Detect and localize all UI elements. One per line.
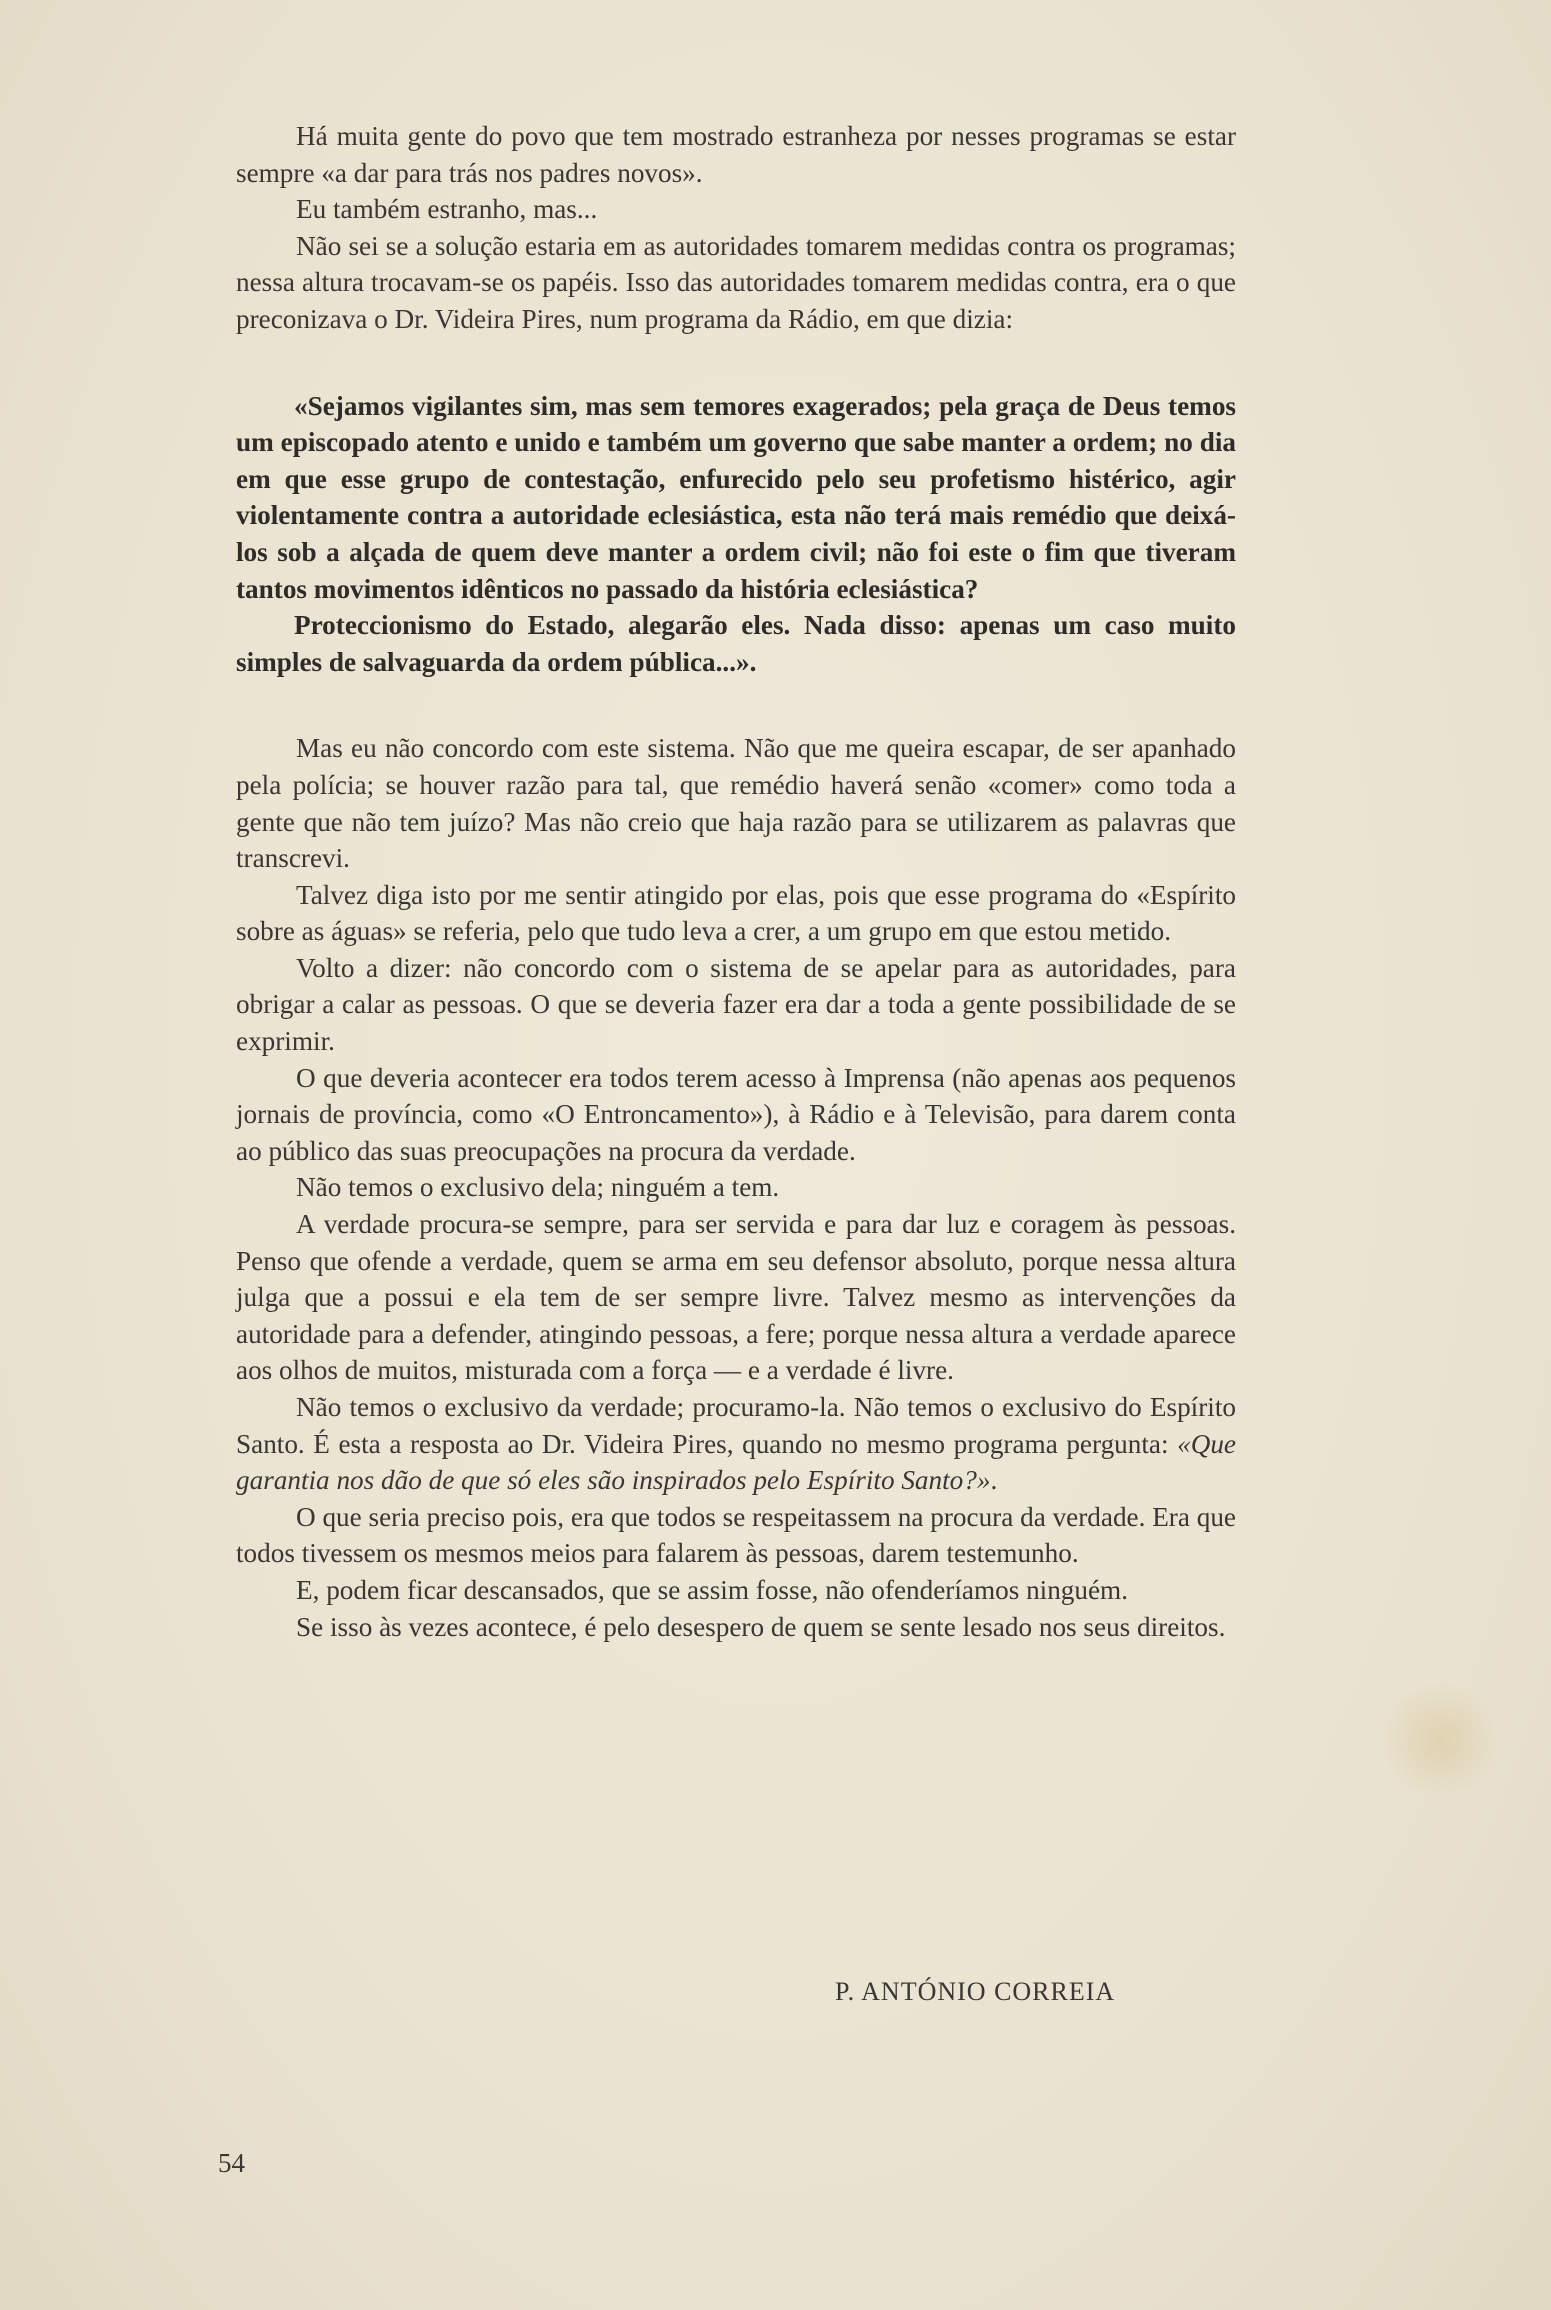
author-signature: P. ANTÓNIO CORREIA — [835, 1977, 1116, 2006]
paragraph: O que deveria acontecer era todos terem acesso à Imprensa (não apenas aos pequenos jornais de província, como «O Entroncamento»), à Rádio e à Televisão, para darem conta ao público das suas preocupações na procura da verdade. — [236, 1062, 1236, 1166]
paragraph: Volto a dizer: não concordo com o sistema de se apelar para as autoridades, para obrigar a calar as pessoas. O que se deveria fazer era dar a toda a gente possibilidade de se exprimir. — [236, 952, 1236, 1057]
response-italic-quote: «Que garantia nos dão de que só eles são inspirados pelo Espírito Santo?» — [236, 1428, 1236, 1496]
response-end: . — [990, 1465, 998, 1496]
article-text — [236, 118, 1236, 1645]
quote-paragraph: «Sejamos vigilantes sim, mas sem temores exagerados; pela graça de Deus temos um episcopado atento e unido e também um governo que sabe manter a ordem; no dia em que esse grupo de contestação, enfurecido pelo seu profetismo histérico, agir violentamente contra a autoridade eclesiástica, esta não terá mais remédio que deixá-los sob a alçada de quem deve manter a ordem civil; não foi este o fim que tiveram tantos movimentos idênticos no passado da história eclesiástica? — [236, 390, 1236, 604]
paragraph: Mas eu não concordo com este sistema. Não que me queira escapar, de ser apanhado pela polícia; se houver razão para tal, que remédio haverá senão «comer» como toda a gente que não tem juízo? Mas não creio que haja razão para se utilizarem as palavras que transcrevi. — [236, 733, 1236, 874]
paragraph: Se isso às vezes acontece, é pelo desespero de quem se sente lesado nos seus direitos. — [296, 1611, 1226, 1642]
page-number: 54 — [218, 2148, 245, 2178]
block-quote — [236, 388, 1236, 681]
paragraph: Talvez diga isto por me sentir atingido por elas, pois que esse programa do «Espírito sobre as águas» se referia, pelo que tudo leva a crer, a um grupo em que estou metido. — [236, 879, 1236, 947]
paragraph: Há muita gente do povo que tem mostrado estranheza por nesses programas se estar sempre «a dar para trás nos padres novos». — [236, 121, 1236, 188]
paragraph: A verdade procura-se sempre, para ser servida e para dar luz e coragem às pessoas. Penso que ofende a verdade, quem se arma em seu defensor absoluto, porque nessa altura julga que a possui e ela tem de ser sempre livre. Talvez mesmo as intervenções da autoridade para a defender, atingindo pessoas, a fere; porque nessa altura a verdade aparece aos olhos de muitos, misturada com a força — e a verdade é livre. — [236, 1209, 1236, 1386]
paragraph: Não sei se a solução estaria em as autoridades tomarem medidas contra os programas; nessa altura trocavam-se os papéis. Isso das autoridades tomarem medidas contra, era o que preconizava o Dr. Videira Pires, num programa da Rádio, em que dizia: — [236, 230, 1236, 334]
paragraph-response — [236, 1389, 1236, 1499]
paragraph: Eu também estranho, mas... — [296, 194, 598, 225]
response-text: Não temos o exclusivo da verdade; procuramo-la. Não temos o exclusivo do Espírito Santo. É esta a resposta ao Dr. Videira Pires, quando no mesmo programa pergunta: — [236, 1392, 1236, 1459]
quote-paragraph: Proteccionismo do Estado, alegarão eles. Nada disso: apenas um caso muito simples de salvaguarda da ordem pública...». — [236, 610, 1236, 677]
paragraph: Não temos o exclusivo dela; ninguém a tem. — [296, 1172, 780, 1203]
paragraph: E, podem ficar descansados, que se assim fosse, não ofenderíamos ninguém. — [296, 1574, 1129, 1605]
paper-stain — [1380, 1680, 1500, 1800]
paragraph: O que seria preciso pois, era que todos se respeitassem na procura da verdade. Era que todos tivessem os mesmos meios para falarem às pessoas, darem testemunho. — [236, 1501, 1236, 1569]
